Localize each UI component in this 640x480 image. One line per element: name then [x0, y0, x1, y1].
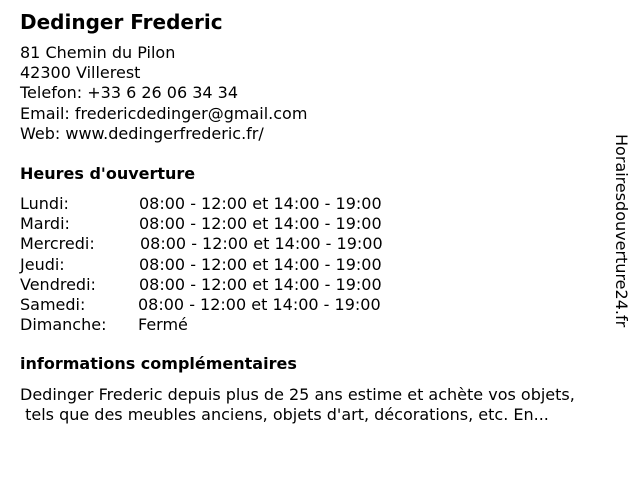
- address-street: 81 Chemin du Pilon: [20, 43, 176, 62]
- description-line-1: Dedinger Frederic depuis plus de 25 ans estime et achète vos objets,: [20, 385, 575, 404]
- contact-block: [20, 43, 307, 144]
- time-range: 08:00 - 12:00 et 14:00 - 19:00: [139, 194, 382, 213]
- time-range: 08:00 - 12:00 et 14:00 - 19:00: [138, 294, 381, 314]
- watermark-text: Horairesdouverture24.fr: [612, 134, 631, 328]
- phone-line: Telefon: +33 6 26 06 34 34: [20, 83, 239, 103]
- day-label: Vendredi:: [20, 274, 96, 294]
- time-range: 08:00 - 12:00 et 14:00 - 19:00: [139, 274, 382, 294]
- day-label: Samedi:: [20, 294, 86, 314]
- day-label: Dimanche:: [20, 315, 107, 335]
- description-line-2: tels que des meubles anciens, objets d'art, décorations, etc. En...: [20, 405, 549, 424]
- web-line: Web: www.dedingerfrederic.fr/: [20, 123, 264, 143]
- day-label: Jeudi:: [20, 254, 65, 274]
- time-range: 08:00 - 12:00 et 14:00 - 19:00: [139, 254, 382, 274]
- business-name: Dedinger Frederic: [20, 10, 223, 34]
- site-watermark: [612, 134, 632, 344]
- day-label: Lundi:: [20, 194, 69, 213]
- day-label: Mercredi:: [20, 234, 95, 254]
- business-description: [20, 385, 575, 425]
- address-city: 42300 Villerest: [20, 63, 141, 83]
- additional-info-heading: informations complémentaires: [20, 354, 297, 373]
- time-range: Fermé: [138, 315, 188, 335]
- time-range: 08:00 - 12:00 et 14:00 - 19:00: [139, 214, 382, 234]
- time-range: 08:00 - 12:00 et 14:00 - 19:00: [140, 234, 383, 254]
- day-label: Mardi:: [20, 214, 70, 234]
- opening-hours-heading: Heures d'ouverture: [20, 164, 196, 183]
- email-line: Email: fredericdedinger@gmail.com: [20, 103, 308, 123]
